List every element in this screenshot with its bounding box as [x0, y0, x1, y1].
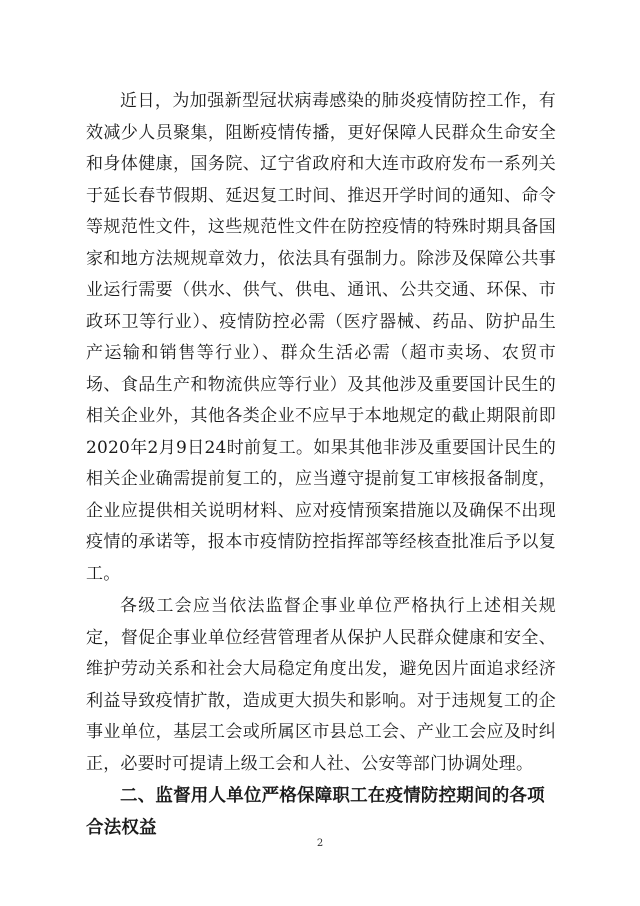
paragraph-union-supervision: 各级工会应当依法监督企事业单位严格执行上述相关规定，督促企事业单位经营管理者从保护人民群众健康和安全、维护劳动关系和社会大局稳定角度出发，避免因片面追求经济利益导致疫情扩散，造成更大损失和影响。对于违规复工的企事业单位，基层工会或所属区市县总工会、产业工会应及时纠正，必要时可提请上级工会和人社、公安等部门协调处理。: [86, 596, 556, 774]
paragraph-work-resumption-rules: 近日，为加强新型冠状病毒感染的肺炎疫情防控工作，有效减少人员聚集，阻断疫情传播，更好保障人民群众生命安全和身体健康，国务院、辽宁省政府和大连市政府发布一系列关于延长春节假期、延迟复工时间、推迟开学时间的通知、命令等规范性文件，这些规范性文件在防控疫情的特殊时期具备国家和地方法规规章效力，依法具有强制力。除涉及保障公共事业运行需要（供水、供气、供电、通讯、公共交通、环保、市政环卫等行业）、疫情防控必需（医疗器械、药品、防护品生产运输和销售等行业）、群众生活必需（超市卖场、农贸市场、食品生产和物流供应等行业）及其他涉及重要国计民生的相关企业外，其他各类企业不应早于本地规定的截止期限前即2020年2月9日24时前复工。如果其他非涉及重要国计民生的相关企业确需提前复工的，应当遵守提前复工审核报备制度，企业应提供相关说明材料、应对疫情预案措施以及确保不出现疫情的承诺等，报本市疫情防控指挥部等经核查批准后予以复工。: [86, 91, 556, 584]
page-number: 2: [316, 838, 324, 849]
document-body: [86, 86, 556, 844]
section-heading: 二、监督用人单位严格保障职工在疫情防控期间的各项合法权益: [86, 786, 545, 838]
